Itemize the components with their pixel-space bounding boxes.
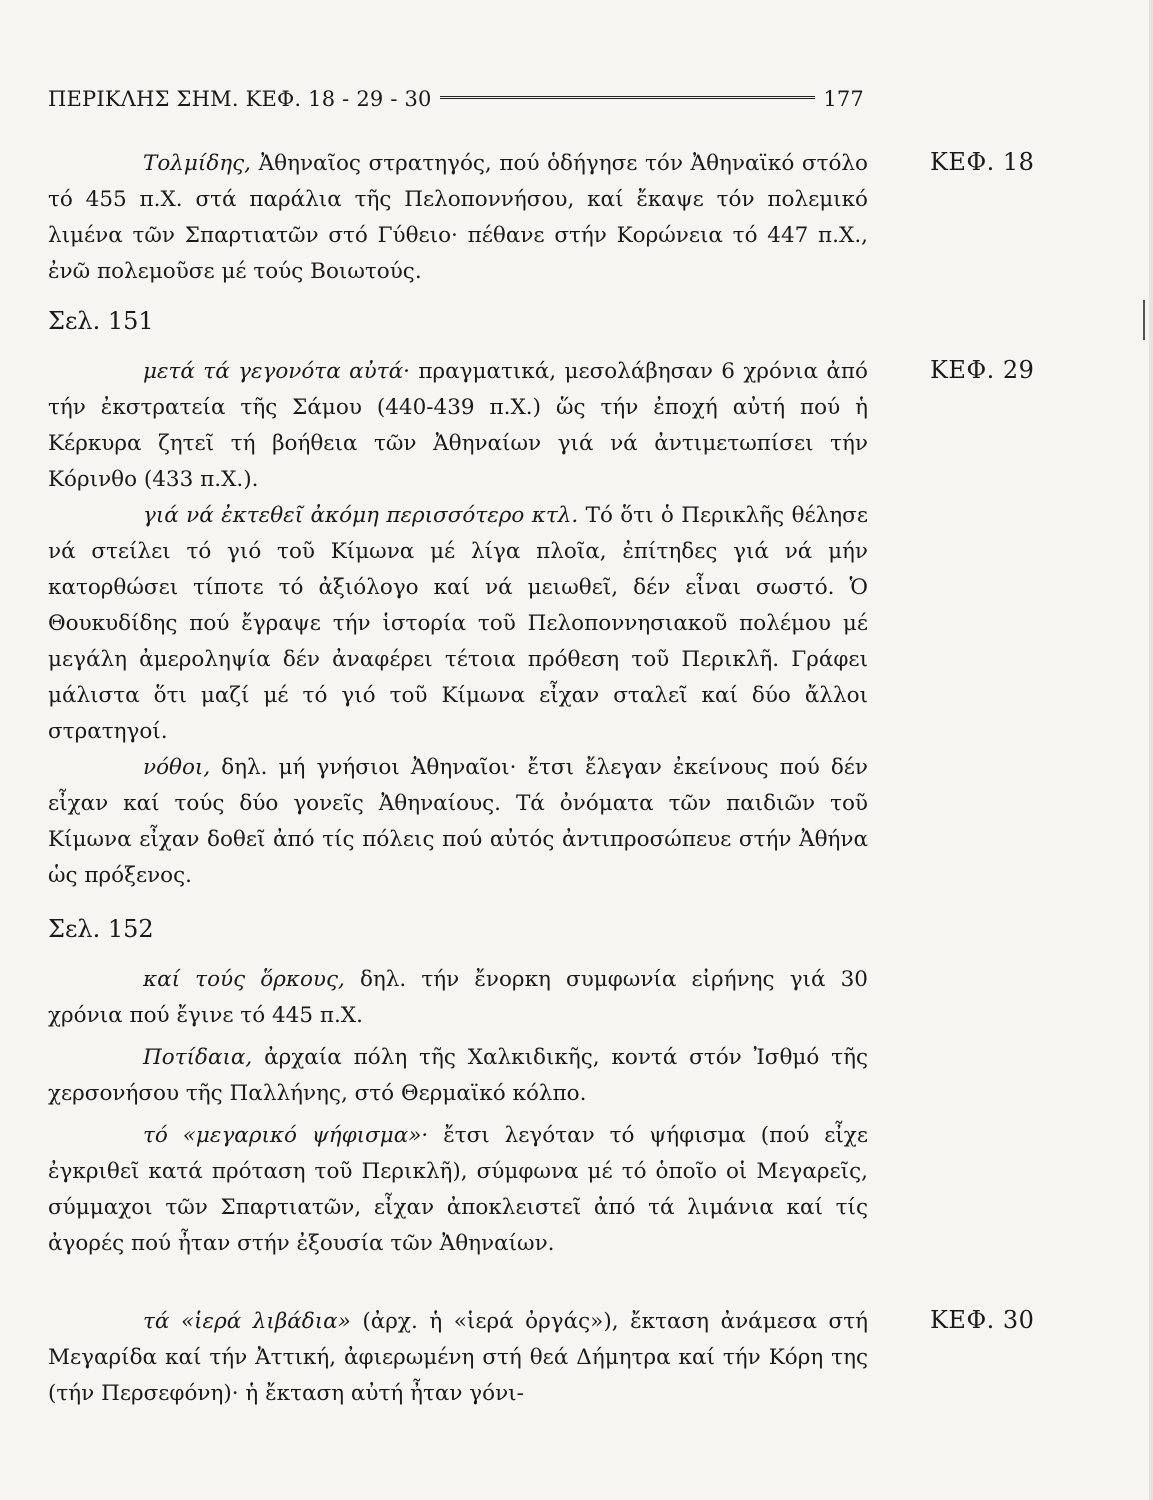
- note-potidaia: [48, 1040, 868, 1112]
- scan-edge-mark: [1143, 300, 1145, 340]
- note-ektethei: [48, 498, 868, 750]
- note-text: ἔτσι λεγόταν τό ψήφισμα (πού εἶχε ἐγκριθεῖ κατά πρόταση τοῦ Περικλῆ), σύμφωνα μέ τό ὁποῖο οἱ Μεγαρεῖς, σύμμαχοι τῶν Σπαρτιατῶν, εἶχαν ἀποκλειστεῖ ἀπό τά λιμάνια καί τίς ἀγορές πού ἦταν στήν ἐξουσία τῶν Ἀθηναίων.: [48, 1123, 868, 1256]
- note-text: ἀρχαία πόλη τῆς Χαλκιδικῆς, κοντά στόν Ἰσθμό τῆς χερσονήσου τῆς Παλλήνης, στό Θερμαϊκό κόλπο.: [48, 1045, 868, 1106]
- margin-label-kef-18: ΚΕΦ. 18: [930, 148, 1035, 176]
- note-term: τό «μεγαρικό ψήφισμα»·: [143, 1123, 429, 1148]
- note-text: (ἀρχ. ἡ «ἱερά ὀργάς»), ἔκταση ἀνάμεσα στή Μεγαρίδα καί τήν Ἀττική, ἀφιερωμένη στή θεά Δήμητρα καί τήν Κόρη της (τήν Περσεφόνη)· ἡ ἔκταση αὐτή ἦταν γόνι-: [48, 1309, 868, 1406]
- note-meta-ta-gegonota: [48, 354, 868, 498]
- note-orkous: [48, 962, 868, 1034]
- margin-label-kef-30: ΚΕΦ. 30: [930, 1306, 1035, 1334]
- note-term: τά «ἱερά λιβάδια»: [143, 1309, 351, 1334]
- note-term: καί τούς ὅρκους,: [143, 967, 345, 992]
- note-term: μετά τά γεγονότα αὐτά·: [143, 359, 410, 384]
- note-text: δηλ. μή γνήσιοι Ἀθηναῖοι· ἔτσι ἔλεγαν ἐκείνους πού δέν εἶχαν καί τούς δύο γονεῖς Ἀθηναίους. Τά ὀνόματα τῶν παιδιῶν τοῦ Κίμωνα εἶχαν δοθεῖ ἀπό τίς πόλεις πού αὐτός ἀντιπροσώπευε στήν Ἀθήνα ὡς πρόξενος.: [48, 755, 868, 888]
- note-term: νόθοι,: [143, 755, 211, 780]
- note-term: Τολμίδης,: [143, 151, 252, 176]
- section-heading-151: [48, 304, 868, 338]
- note-tolmidis: [48, 146, 868, 290]
- note-term: γιά νά ἐκτεθεῖ ἀκόμη περισσότερο κτλ.: [143, 503, 579, 528]
- section-heading: Σελ. 151: [48, 307, 154, 335]
- note-text: Τό ὅτι ὁ Περικλῆς θέλησε νά στείλει τό γιό τοῦ Κίμωνα μέ λίγα πλοῖα, ἐπίτηδες γιά νά μήν κατορθώσει τίποτε τό ἀξιόλογο καί νά μειωθεῖ, δέν εἶναι σωστό. Ὁ Θουκυδίδης πού ἔγραψε τήν ἱστορία τοῦ Πελοποννησιακοῦ πολέμου μέ μεγάλη ἀμεροληψία δέν ἀναφέρει τέτοια πρόθεση τοῦ Περικλῆ. Γράφει μάλιστα ὅτι μαζί μέ τό γιό τοῦ Κίμωνα εἶχαν σταλεῖ καί δύο ἄλλοι στρατηγοί.: [48, 503, 868, 744]
- note-term: Ποτίδαια,: [143, 1045, 253, 1070]
- note-nothoi: [48, 750, 868, 894]
- running-header: [48, 84, 864, 114]
- running-title: ΠΕΡΙΚΛΗΣ ΣΗΜ. ΚΕΦ. 18 - 29 - 30: [48, 87, 432, 111]
- header-rule: [440, 96, 816, 102]
- note-text: πραγματικά, μεσολάβησαν 6 χρόνια ἀπό τήν ἐκστρατεία τῆς Σάμου (440-439 π.Χ.) ὥς τήν ἐποχή αὐτή πού ἡ Κέρκυρα ζητεῖ τή βοήθεια τῶν Ἀθηναίων γιά νά ἀντιμετωπίσει τήν Κόρινθο (433 π.Χ.).: [48, 359, 868, 492]
- note-megariko-psifisma: [48, 1118, 868, 1262]
- note-iera-livadia: [48, 1304, 868, 1412]
- note-text: Ἀθηναῖος στρατηγός, πού ὁδήγησε τόν Ἀθηναϊκό στόλο τό 455 π.Χ. στά παράλια τῆς Πελοποννήσου, καί ἔκαψε τόν πολεμικό λιμένα τῶν Σπαρτιατῶν στό Γύθειο· πέθανε στήν Κορώνεια τό 447 π.Χ., ἐνῶ πολεμοῦσε μέ τούς Βοιωτούς.: [48, 151, 868, 284]
- note-text: δηλ. τήν ἔνορκη συμφωνία εἰρήνης γιά 30 χρόνια πού ἔγινε τό 445 π.Χ.: [48, 967, 868, 1028]
- section-heading-152: [48, 912, 868, 946]
- page-number: 177: [823, 87, 864, 111]
- section-heading: Σελ. 152: [48, 915, 154, 943]
- margin-label-kef-29: ΚΕΦ. 29: [930, 356, 1035, 384]
- page-edge-shadow: [1149, 0, 1153, 1500]
